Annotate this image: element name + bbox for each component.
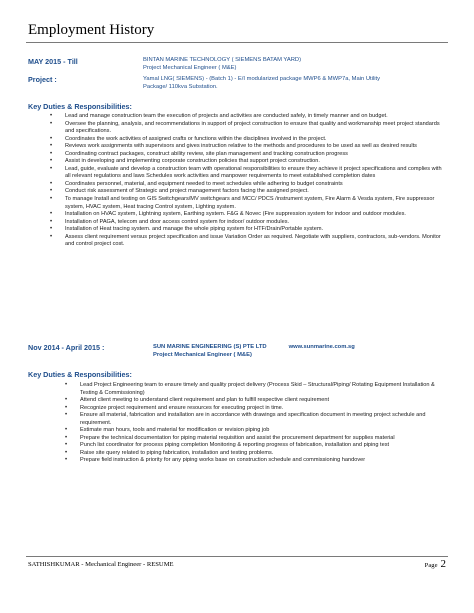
job-1-role: Project Mechanical Engineer ( M&E) bbox=[143, 64, 237, 71]
job-1-project-label: Project : bbox=[28, 75, 57, 84]
list-item: • Oversee the planning, analysis, and recommendations in support of project construction to ensure that quality and workmanship meet project standards and specifications. bbox=[65, 121, 447, 136]
list-item: • Punch list coordinator for process piping completion Monitoring & reporting progress of fabrication, installation and piping test bbox=[80, 442, 448, 450]
footer-page-digit: 2 bbox=[440, 558, 446, 570]
job-2-company-name: SUN MARINE ENGINEERING (S) PTE LTD bbox=[153, 344, 267, 350]
list-item: • To manage Install and testing on GIS Switchgears/MV switchgears and MCC/ PDCS /instrument system, Fire Alarm & Vesda system, Fire suppressor system, HVAC system, Heat tracing Control system, Lighting system. bbox=[65, 196, 447, 211]
list-item: • Lead and manage construction team the execution of projects and activities are conducted safely, in timely manner and on budget. bbox=[65, 113, 447, 121]
list-item: • Attend client meeting to understand client requirement and plan to fulfill respective client requirement bbox=[80, 397, 448, 405]
list-item: • Coordinating contract packages, construct ability review, site plan management and tracking construction progress bbox=[65, 151, 447, 159]
list-item: • Assist in developing and implementing corporate construction policies that support project construction. bbox=[65, 158, 447, 166]
job-2-duties-list bbox=[80, 382, 448, 465]
list-item: • Recognize project requirement and ensure resources for executing project in time. bbox=[80, 405, 448, 413]
footer-resume-label: SATHISHKUMAR - Mechanical Engineer - RESUME bbox=[28, 561, 174, 568]
job-1-period: MAY 2015 - Till bbox=[28, 57, 78, 66]
job-1-project-text bbox=[143, 76, 380, 91]
title-divider bbox=[26, 42, 448, 43]
list-item: • Reviews work assignments with supervisors and gives instruction relative to the methods and procedures to be used as well as desired results bbox=[65, 143, 447, 151]
job-1-project-line-1: Yamal LNG( SIEMENS) - (Batch 1) - E/I modularized package MWP6 & MWP7a, Main Utility bbox=[143, 76, 380, 82]
job-2-duties-heading: Key Duties & Responsibilities: bbox=[28, 370, 132, 379]
job-2-company-line bbox=[153, 344, 355, 352]
list-item: • Coordinates personnel, material, and equipment needed to meet schedules while adhering to budget constraints bbox=[65, 181, 447, 189]
list-item: • Conduct risk assessment of Strategic and project management factors facing the assigned project. bbox=[65, 188, 447, 196]
job-2-company bbox=[153, 344, 355, 359]
footer-page-label: Page bbox=[424, 562, 438, 569]
list-item: • Raise site query related to piping fabrication, installation and testing problems. bbox=[80, 450, 448, 458]
job-1-project-line-2: Package/ 110kva Substation. bbox=[143, 83, 218, 90]
list-item: • Lead Project Engineering team to ensure timely and quality project delivery (Process Skid – Structural/Piping/ Rotating Equipment Installation & Testing & Commissioning) bbox=[80, 382, 448, 397]
list-item: • Assess client requirement versus project specification and issue Variation Order as required. Negotiate with suppliers, contractors, sub-vendors. Monitor and control project cost. bbox=[65, 234, 447, 249]
list-item: • Installation of Heat tracing system. and manage the whole piping system for HTF/Drain/Portable system. bbox=[65, 226, 447, 234]
list-item: • Coordinates the work activities of assigned crafts or functions within the disciplines involved in the project. bbox=[65, 136, 447, 144]
section-title: Employment History bbox=[28, 22, 155, 38]
job-2-period: Nov 2014 - April 2015 : bbox=[28, 343, 105, 352]
job-2-role: Project Mechanical Engineer ( M&E) bbox=[153, 351, 252, 358]
footer-divider bbox=[26, 556, 448, 557]
list-item: • Estimate man hours, tools and material for modification or revision piping job bbox=[80, 427, 448, 435]
job-1-duties-list bbox=[65, 113, 447, 249]
job-1-company bbox=[143, 57, 301, 72]
list-item: • Installation of PAGA, telecom and door access control system for indoor/ outdoor modules. bbox=[65, 219, 447, 227]
job-1-duties-heading: Key Duties & Responsibilities: bbox=[28, 102, 132, 111]
list-item: • Ensure all material, fabrication and installation are in accordance with drawings and specification document in meeting project schedule and requirement. bbox=[80, 412, 448, 427]
job-1-company-name: BINTAN MARINE TECHNOLOGY ( SIEMENS BATAM YARD) bbox=[143, 57, 302, 63]
list-item: • Installation on HVAC system, Lightning system, Earthing system. F&G & Novec (Fire suppression system for indoor and outdoor modules. bbox=[65, 211, 447, 219]
list-item: • Prepare field instruction & priority for any piping works base on construction schedule and commissioning handover bbox=[80, 457, 448, 465]
footer-page-number bbox=[425, 558, 446, 570]
list-item: • Lead, guide, evaluate and develop a construction team with operational responsibilities to ensure they achieve it project specifications and complies with all relevant regulations and laws Schedules work activities and manpower requirements to meet established completion dates bbox=[65, 166, 447, 181]
job-2-company-url: www.sunmarine.com.sg bbox=[288, 344, 355, 350]
list-item: • Prepare the technical documentation for piping material requisition and assist the procurement department for supplies material bbox=[80, 435, 448, 443]
